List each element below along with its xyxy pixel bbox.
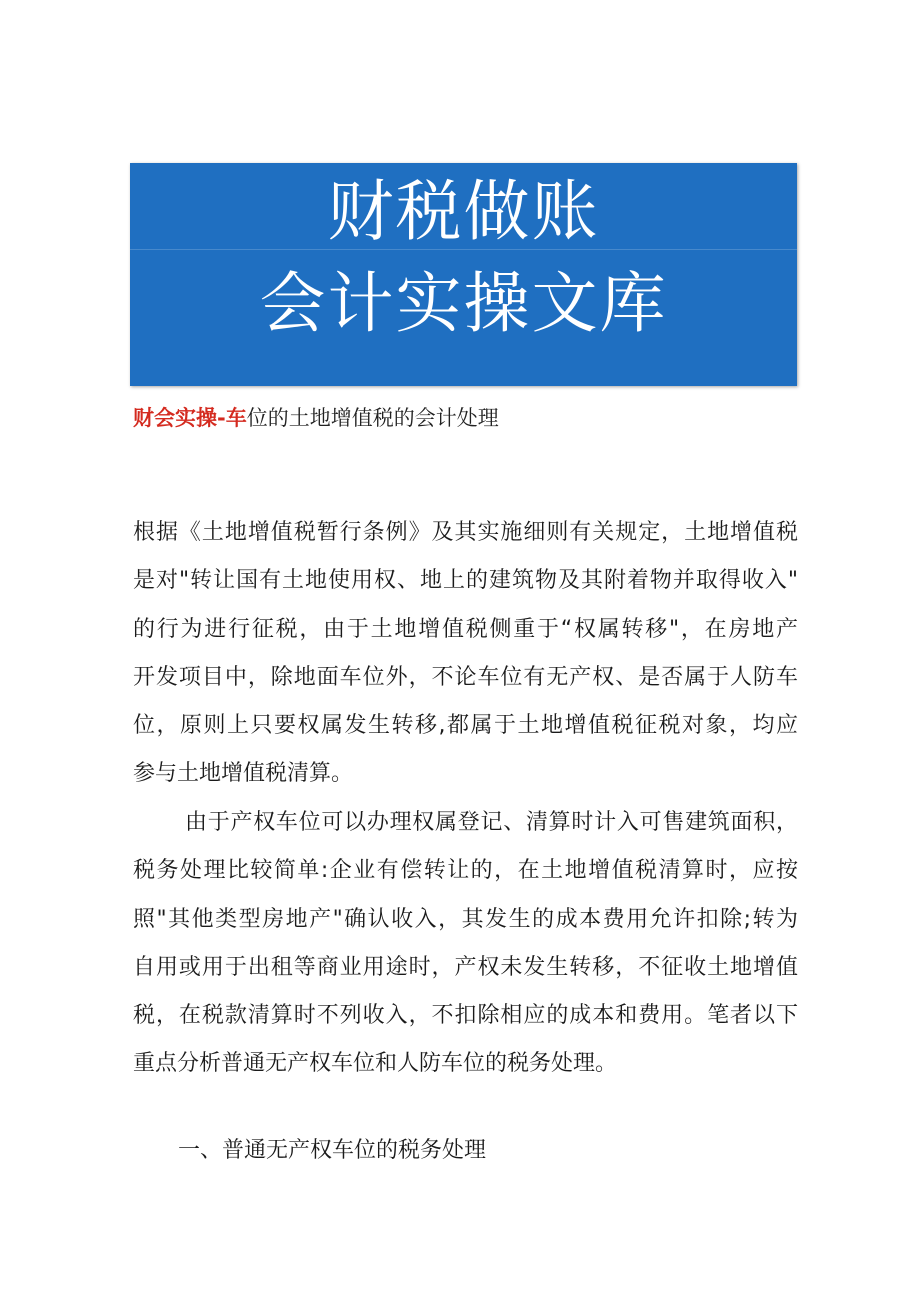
paragraph-2-line: 自用或用于出租等商业用途时，产权未发生转移，不征收土地增值 (133, 954, 798, 980)
paragraph-1-line: 是对"转让国有土地使用权、地上的建筑物及其附着物并取得收入" (133, 568, 798, 594)
subtitle-prefix: 财会实操-车 (133, 406, 247, 430)
document-subtitle (133, 403, 499, 433)
paragraph-1-line: 的行为进行征税，由于土地增值税侧重于“权属转移"，在房地产 (133, 616, 798, 642)
subtitle-rest: 位的土地增值税的会计处理 (246, 406, 499, 430)
paragraph-1 (133, 509, 798, 799)
paragraph-1-line: 开发项目中，除地面车位外，不论车位有无产权、是否属于人防车 (133, 664, 798, 690)
paragraph-2 (133, 799, 798, 1089)
paragraph-2-line: 税，在税款清算时不列收入，不扣除相应的成本和费用。笔者以下 (133, 1003, 798, 1029)
paragraph-1-line: 位，原则上只要权属发生转移,都属于土地增值税征税对象，均应 (133, 713, 798, 739)
paragraph-2-line: 重点分析普通无产权车位和人防车位的税务处理。 (133, 1051, 618, 1077)
paragraph-2-line: 照"其他类型房地产"确认收入，其发生的成本费用允许扣除;转为 (133, 906, 798, 932)
paragraph-2-line: 由于产权车位可以办理权属登记、清算时计入可售建筑面积， (185, 810, 798, 835)
banner-title-line-2: 会计实操文库 (259, 265, 668, 342)
paragraph-2-line: 税务处理比较简单:企业有偿转让的，在土地增值税清算时，应按 (133, 858, 798, 884)
banner-title-line-1: 财税做账 (327, 173, 600, 250)
paragraph-1-line: 根据《土地增值税暂行条例》及其实施细则有关规定，土地增值税 (133, 520, 798, 545)
section-heading: 一、普通无产权车位的税务处理 (178, 1138, 487, 1163)
paragraph-1-line: 参与土地增值税清算。 (133, 761, 354, 787)
